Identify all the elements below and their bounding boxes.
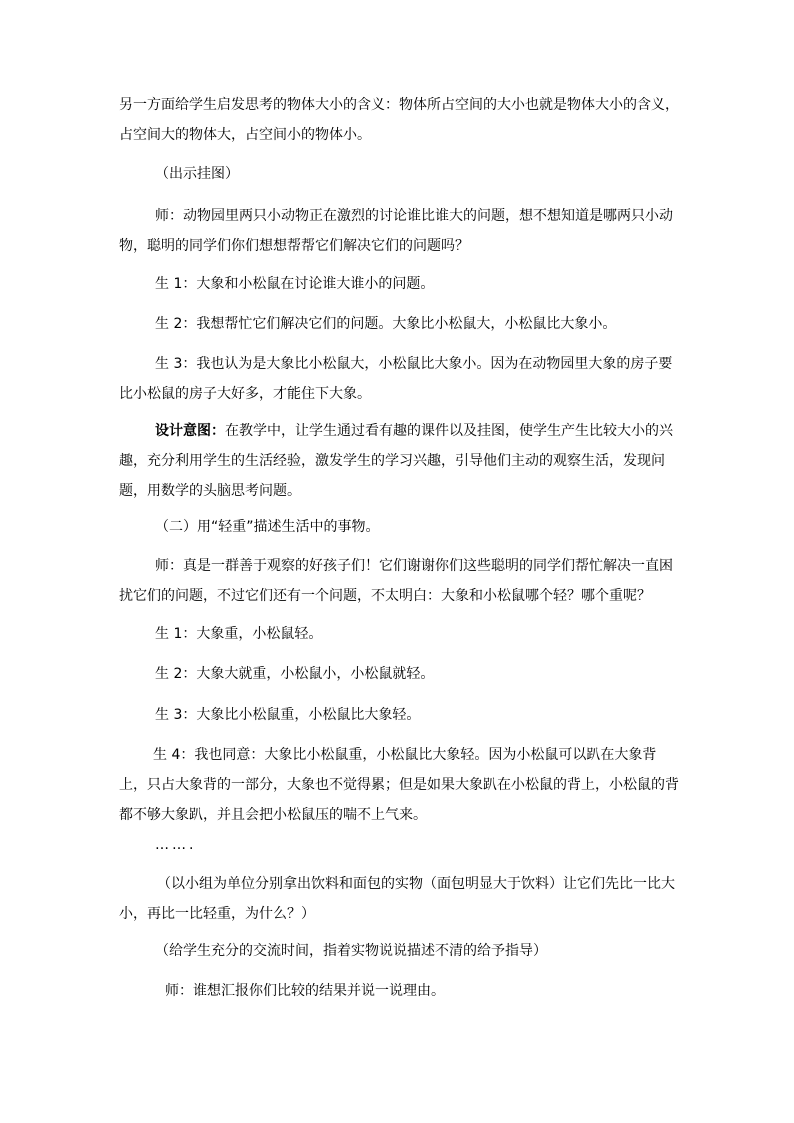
paragraph-student-3-answer-1: 生 3：我也认为是大象比小松鼠大，小松鼠比大象小。因为在动物园里大象的房子要比小松鼠的房子大好多，才能住下大象。 — [119, 356, 673, 402]
paragraph-ellipsis: ……. — [155, 837, 197, 853]
paragraph-show-chart: （出示挂图） — [155, 166, 239, 182]
paragraph-section-heading: （二）用“轻重”描述生活中的事物。 — [155, 519, 380, 535]
paragraph-exchange-time: （给学生充分的交流时间，指着实物说说描述不清的给予指导） — [155, 943, 547, 959]
paragraph-teacher-question-1: 师：动物园里两只小动物正在激烈的讨论谁比谁大的问题，想不想知道是哪两只小动物，聪明的同学们你们想想帮帮它们解决它们的问题吗？ — [119, 208, 673, 254]
paragraph-student-2-answer-1: 生 2：我想帮忙它们解决它们的问题。大象比小松鼠大，小松鼠比大象小。 — [155, 316, 617, 332]
paragraph-student-1-answer-1: 生 1：大象和小松鼠在讨论谁大谁小的问题。 — [155, 276, 435, 292]
paragraph-teacher-question-2: 师：真是一群善于观察的好孩子们！它们谢谢你们这些聪明的同学们帮忙解决一直困扰它们的问题，不过它们还有一个问题，不太明白：大象和小松鼠哪个轻？哪个重呢？ — [119, 558, 673, 604]
paragraph-student-2-answer-2: 生 2：大象大就重，小松鼠小，小松鼠就轻。 — [155, 666, 435, 682]
design-intent-text: 在教学中，让学生通过看有趣的课件以及挂图，使学生产生比较大小的兴趣，充分利用学生的生活经验，激发学生的学习兴趣，引导他们主动的观察生活，发现问题，用数学的头脑思考问题。 — [119, 423, 673, 499]
paragraph-intro: 另一方面给学生启发思考的物体大小的含义：物体所占空间的大小也就是物体大小的含义，占空间大的物体大，占空间小的物体小。 — [119, 97, 679, 143]
paragraph-student-3-answer-2: 生 3：大象比小松鼠重，小松鼠比大象轻。 — [155, 707, 421, 723]
paragraph-student-1-answer-2: 生 1：大象重，小松鼠轻。 — [155, 626, 323, 642]
paragraph-design-intent — [119, 416, 679, 506]
paragraph-group-activity: （以小组为单位分别拿出饮料和面包的实物（面包明显大于饮料）让它们先比一比大小，再比一比轻重，为什么？） — [119, 876, 675, 922]
paragraph-teacher-report: 师：谁想汇报你们比较的结果并说一说理由。 — [165, 983, 445, 999]
paragraph-student-4-answer: 生 4：我也同意：大象比小松鼠重，小松鼠比大象轻。因为小松鼠可以趴在大象背上，只占大象背的一部分，大象也不觉得累；但是如果大象趴在小松鼠的背上，小松鼠的背都不够大象趴，并且会把小松鼠压的喘不上气来。 — [119, 747, 679, 823]
design-intent-label: 设计意图： — [155, 423, 225, 439]
